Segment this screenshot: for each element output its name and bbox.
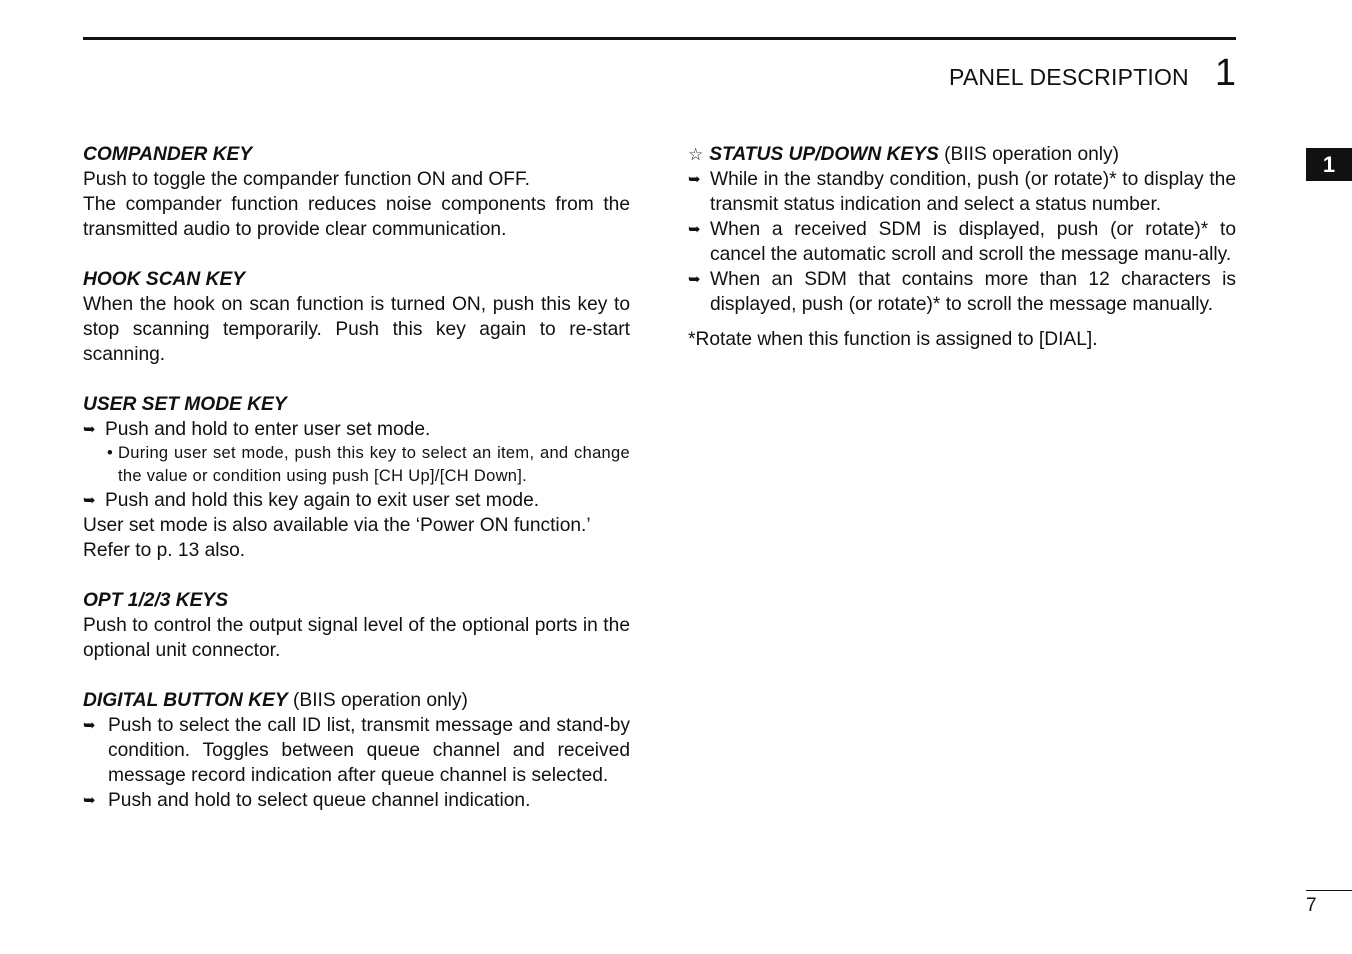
- digital-item-1: [83, 713, 630, 788]
- status-item-3: [688, 267, 1236, 317]
- hook-scan-heading: HOOK SCAN KEY: [83, 269, 246, 290]
- digital-heading-note: (BIIS operation only): [287, 690, 468, 711]
- compander-section: [83, 142, 630, 242]
- page-number: 7: [1306, 895, 1317, 916]
- arrow-icon: ➥: [688, 221, 701, 238]
- status-footnote: *Rotate when this function is assigned to [DIAL].: [688, 329, 1098, 350]
- status-item-1: [688, 167, 1236, 217]
- hook-scan-section: [83, 267, 630, 367]
- user-set-line1: User set mode is also available via the ‘Power ON function.’: [83, 515, 591, 536]
- compander-line2: The compander function reduces noise components from the transmitted audio to provide clear communication.: [83, 194, 630, 240]
- digital-heading-line: [83, 688, 630, 713]
- side-tab-label: 1: [1322, 151, 1336, 177]
- opt-section: [83, 588, 630, 663]
- page-header: [949, 52, 1236, 95]
- page-number-rule: [1306, 890, 1352, 891]
- status-item-1-text: While in the standby condition, push (or rotate)* to display the transmit status indication and select a status number.: [710, 169, 1236, 215]
- star-icon: ☆: [688, 145, 704, 164]
- right-column: [688, 142, 1236, 352]
- user-set-item-2: [83, 488, 630, 513]
- status-item-2: [688, 217, 1236, 267]
- status-heading: STATUS UP/DOWN KEYS: [709, 144, 939, 165]
- user-set-sub-text: During user set mode, push this key to select an item, and change the value or condition using push [CH Up]/[CH Down].: [118, 444, 630, 485]
- status-item-2-text: When a received SDM is displayed, push (or rotate)* to cancel the automatic scroll and scroll the message manu-ally.: [710, 219, 1236, 265]
- digital-section: [83, 688, 630, 813]
- arrow-icon: ➥: [83, 717, 96, 734]
- digital-heading: DIGITAL BUTTON KEY: [83, 690, 288, 711]
- compander-line1: Push to toggle the compander function ON and OFF.: [83, 169, 530, 190]
- digital-item-2-text: Push and hold to select queue channel indication.: [108, 790, 531, 811]
- arrow-icon: ➥: [688, 271, 701, 288]
- compander-heading: COMPANDER KEY: [83, 144, 253, 165]
- top-rule: [83, 37, 1236, 40]
- chapter-number: 1: [1214, 52, 1236, 94]
- hook-scan-text: When the hook on scan function is turned ON, push this key to stop scanning temporarily. Push this key again to re-start scanning.: [83, 294, 630, 365]
- arrow-icon: ➥: [688, 171, 701, 188]
- user-set-section: [83, 392, 630, 563]
- user-set-item-1: [83, 417, 630, 442]
- header-title: PANEL DESCRIPTION: [949, 64, 1189, 90]
- status-section: [688, 142, 1236, 352]
- user-set-heading: USER SET MODE KEY: [83, 394, 287, 415]
- digital-item-2: [83, 788, 630, 813]
- status-heading-note: (BIIS operation only): [938, 144, 1120, 165]
- arrow-icon: ➥: [83, 492, 96, 509]
- status-item-3-text: When an SDM that contains more than 12 characters is displayed, push (or rotate)* to scroll the message manually.: [710, 269, 1236, 315]
- user-set-line2: Refer to p. 13 also.: [83, 540, 246, 561]
- bullet-icon: •: [107, 444, 114, 462]
- user-set-sub-item: [83, 442, 630, 488]
- arrow-icon: ➥: [83, 792, 96, 809]
- opt-heading: OPT 1/2/3 KEYS: [83, 590, 229, 611]
- user-set-item-1-text: Push and hold to enter user set mode.: [105, 419, 431, 440]
- arrow-icon: ➥: [83, 421, 96, 438]
- user-set-item-2-text: Push and hold this key again to exit user set mode.: [105, 490, 540, 511]
- status-heading-line: [688, 142, 1236, 167]
- digital-item-1-text: Push to select the call ID list, transmit message and stand-by condition. Toggles between queue channel and received message record indication after queue channel is selected.: [108, 715, 630, 786]
- left-column: [83, 142, 630, 838]
- chapter-side-tab: [1306, 148, 1352, 181]
- opt-text: Push to control the output signal level of the optional ports in the optional unit connector.: [83, 615, 630, 661]
